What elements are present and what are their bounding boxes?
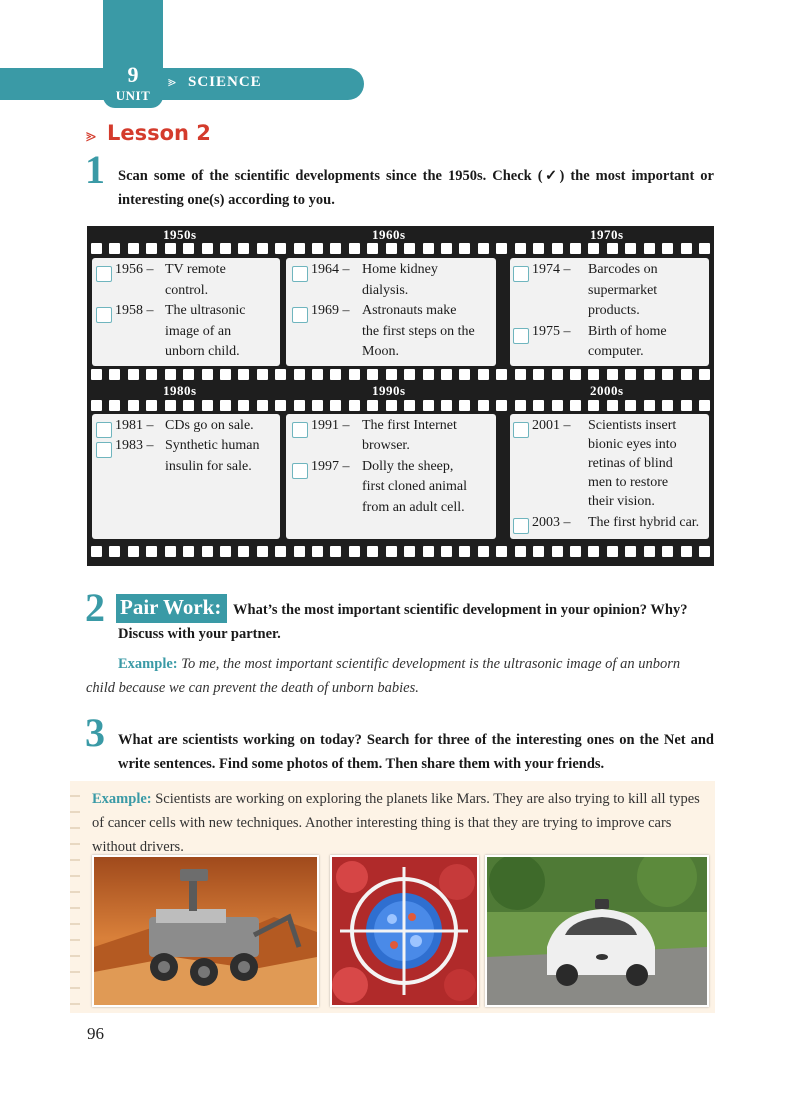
entry-text: from an adult cell. [362,500,465,515]
entry-year: 1964 – [311,262,350,277]
section-title: SCIENCE [188,74,262,90]
film-hole [607,400,618,411]
checkbox[interactable] [292,307,308,323]
cancer-cell-target-photo [330,855,479,1007]
film-hole [349,400,360,411]
entry-text: first cloned animal [362,479,467,494]
film-hole [588,400,599,411]
film-hole [275,243,286,254]
film-hole [662,400,673,411]
film-hole [183,369,194,380]
entry-text: CDs go on sale. [165,418,254,433]
film-hole [699,546,710,557]
film-hole [349,369,360,380]
film-hole [478,546,489,557]
pair-work-label: Pair Work: [116,594,227,623]
film-hole [404,400,415,411]
film-hole [441,400,452,411]
film-hole [330,243,341,254]
mars-rover-photo [92,855,319,1007]
entry-text: Barcodes on [588,262,658,277]
question-3-number: 3 [85,710,105,755]
film-hole [294,400,305,411]
film-hole [202,400,213,411]
film-hole [644,400,655,411]
unit-number: 9 [127,62,139,87]
entry-year: 1969 – [311,303,350,318]
film-hole [423,243,434,254]
film-hole [441,546,452,557]
example-2 [92,787,710,859]
film-hole [681,546,692,557]
entry-year: 1997 – [311,459,350,474]
film-hole [128,400,139,411]
film-hole [386,243,397,254]
film-hole [533,546,544,557]
entry-text: Synthetic human [165,438,260,453]
film-hole [146,369,157,380]
unit-banner [0,68,364,100]
entry-year: 1958 – [115,303,154,318]
entry-year: 1981 – [115,418,154,433]
film-hole [165,546,176,557]
checkbox[interactable] [96,422,112,438]
film-hole [533,400,544,411]
entry-text: TV remote [165,262,226,277]
example-label: Example: [118,656,178,672]
film-perforations [91,400,710,412]
film-hole [681,369,692,380]
film-hole [662,546,673,557]
entry-text: computer. [588,344,644,359]
film-hole [109,243,120,254]
film-hole [330,546,341,557]
film-hole [220,400,231,411]
entry-text: unborn child. [165,344,240,359]
film-hole [257,369,268,380]
film-hole [515,243,526,254]
entry-year: 2001 – [532,418,571,433]
film-hole [257,400,268,411]
entry-text: The first Internet [362,418,457,433]
film-perforations [91,546,710,558]
question-2-text: Discuss with your partner. [118,626,281,642]
notebook-edge [70,781,80,1013]
film-hole [312,400,323,411]
film-hole [220,546,231,557]
entry-text: Birth of home [588,324,667,339]
film-hole [183,400,194,411]
film-hole [238,369,249,380]
film-hole [183,546,194,557]
film-hole [681,243,692,254]
film-hole [146,243,157,254]
decade-label: 1980s [163,383,197,398]
film-hole [91,546,102,557]
timeline-film-strip [87,226,714,566]
film-hole [644,546,655,557]
decade-label: 1950s [163,227,197,242]
film-hole [367,400,378,411]
film-hole [496,243,507,254]
film-hole [202,369,213,380]
entry-year: 1974 – [532,262,571,277]
checkbox[interactable] [513,422,529,438]
unit-label: UNIT [115,88,151,103]
film-hole [165,243,176,254]
film-hole [386,369,397,380]
checkbox[interactable] [96,442,112,458]
checkbox[interactable] [292,463,308,479]
film-hole [515,400,526,411]
entry-text: bionic eyes into [588,437,677,452]
film-hole [423,369,434,380]
film-hole [128,369,139,380]
film-hole [533,243,544,254]
entry-year: 1991 – [311,418,350,433]
entry-year: 1975 – [532,324,571,339]
entry-text: men to restore [588,475,669,490]
film-hole [238,243,249,254]
film-hole [441,369,452,380]
film-hole [515,369,526,380]
film-hole [588,243,599,254]
film-hole [625,400,636,411]
film-hole [91,400,102,411]
decade-label: 1960s [372,227,406,242]
film-hole [91,243,102,254]
film-hole [330,369,341,380]
entry-text: browser. [362,438,410,453]
entry-text: insulin for sale. [165,459,252,474]
film-hole [349,546,360,557]
film-hole [607,369,618,380]
film-hole [644,243,655,254]
self-driving-car-photo [485,855,709,1007]
entry-text: Moon. [362,344,399,359]
film-hole [238,400,249,411]
film-hole [496,400,507,411]
checkbox[interactable] [292,422,308,438]
film-hole [367,369,378,380]
question-3-text: What are scientists working on today? Search for three of the interesting ones on the Net and write sentences. Find some photos of them. Then share them with your friends. [118,732,714,772]
example-text: To me, the most important scientific development is the ultrasonic image of an unborn [181,656,681,672]
entry-text: their vision. [588,494,655,509]
entry-text: image of an [165,324,232,339]
film-hole [146,400,157,411]
film-perforations [91,369,710,381]
film-hole [202,546,213,557]
film-hole [367,243,378,254]
film-hole [238,546,249,557]
film-hole [128,546,139,557]
film-hole [625,243,636,254]
film-hole [496,546,507,557]
entry-text: retinas of blind [588,456,673,471]
film-hole [662,243,673,254]
lesson-title: Lesson 2 [107,121,211,145]
film-hole [294,546,305,557]
film-hole [312,243,323,254]
entry-text: control. [165,283,209,298]
entry-text: supermarket [588,283,658,298]
entry-text: products. [588,303,640,318]
film-hole [478,400,489,411]
film-hole [404,369,415,380]
film-hole [367,546,378,557]
entry-text: Astronauts make [362,303,457,318]
film-hole [570,546,581,557]
example-1 [118,652,718,676]
example-label: Example: [92,791,152,807]
film-hole [349,243,360,254]
film-hole [330,400,341,411]
entry-text: dialysis. [362,283,409,298]
film-hole [312,369,323,380]
entry-text: Home kidney [362,262,438,277]
entry-year: 1956 – [115,262,154,277]
film-hole [109,400,120,411]
film-hole [625,546,636,557]
film-hole [294,243,305,254]
question-1-number: 1 [85,147,105,192]
checkbox[interactable] [513,328,529,344]
entry-text: Scientists insert [588,418,677,433]
film-hole [91,369,102,380]
film-hole [459,400,470,411]
checkbox[interactable] [513,266,529,282]
film-hole [404,546,415,557]
film-hole [257,243,268,254]
film-hole [570,243,581,254]
film-hole [681,400,692,411]
film-hole [165,400,176,411]
film-hole [533,369,544,380]
chevron-right-icon: ⪢ [168,74,176,90]
film-hole [183,243,194,254]
film-hole [109,546,120,557]
question-2-text: What’s the most important scientific development in your opinion? Why? [233,602,688,618]
entry-text: the first steps on the [362,324,475,339]
question-1-text: Scan some of the scientific developments since the 1950s. Check (✓) the most important or interesting one(s) according to you. [118,168,714,208]
film-hole [588,369,599,380]
film-hole [146,546,157,557]
film-hole [220,369,231,380]
film-hole [220,243,231,254]
film-hole [570,400,581,411]
film-hole [275,369,286,380]
decade-label: 1990s [372,383,406,398]
example-text: Scientists are working on exploring the planets like Mars. They are also trying to kill all types of cancer cells with new techniques. Another interesting thing is that they are trying to improve cars without drivers. [92,791,700,855]
entry-text: Dolly the sheep, [362,459,454,474]
film-hole [109,369,120,380]
film-hole [423,400,434,411]
film-hole [312,546,323,557]
film-hole [459,369,470,380]
film-hole [478,243,489,254]
decade-label: 1970s [590,227,624,242]
film-hole [386,546,397,557]
film-hole [644,369,655,380]
film-hole [570,369,581,380]
film-hole [441,243,452,254]
film-hole [275,400,286,411]
film-hole [699,400,710,411]
film-hole [294,369,305,380]
film-hole [128,243,139,254]
entry-year: 1983 – [115,438,154,453]
film-hole [552,546,563,557]
film-hole [496,369,507,380]
film-hole [202,243,213,254]
checkbox[interactable] [96,266,112,282]
film-hole [275,546,286,557]
example-text: child because we can prevent the death of unborn babies. [86,680,419,696]
page-number: 96 [87,1024,104,1043]
question-2-number: 2 [85,585,105,630]
film-hole [625,369,636,380]
film-hole [662,369,673,380]
film-hole [699,369,710,380]
film-hole [607,546,618,557]
film-hole [515,546,526,557]
checkbox[interactable] [96,307,112,323]
entry-text: The first hybrid car. [588,515,700,530]
film-hole [588,546,599,557]
film-hole [699,243,710,254]
film-hole [459,243,470,254]
checkbox[interactable] [292,266,308,282]
film-hole [257,546,268,557]
film-hole [552,400,563,411]
decade-label: 2000s [590,383,624,398]
film-hole [404,243,415,254]
film-hole [552,369,563,380]
film-hole [459,546,470,557]
chevron-right-icon: ⪢ [86,125,97,146]
entry-year: 2003 – [532,515,571,530]
film-hole [165,369,176,380]
film-hole [552,243,563,254]
entry-text: The ultrasonic [165,303,246,318]
film-hole [386,400,397,411]
film-perforations [91,243,710,255]
film-hole [423,546,434,557]
checkbox[interactable] [513,518,529,534]
film-hole [478,369,489,380]
film-hole [607,243,618,254]
